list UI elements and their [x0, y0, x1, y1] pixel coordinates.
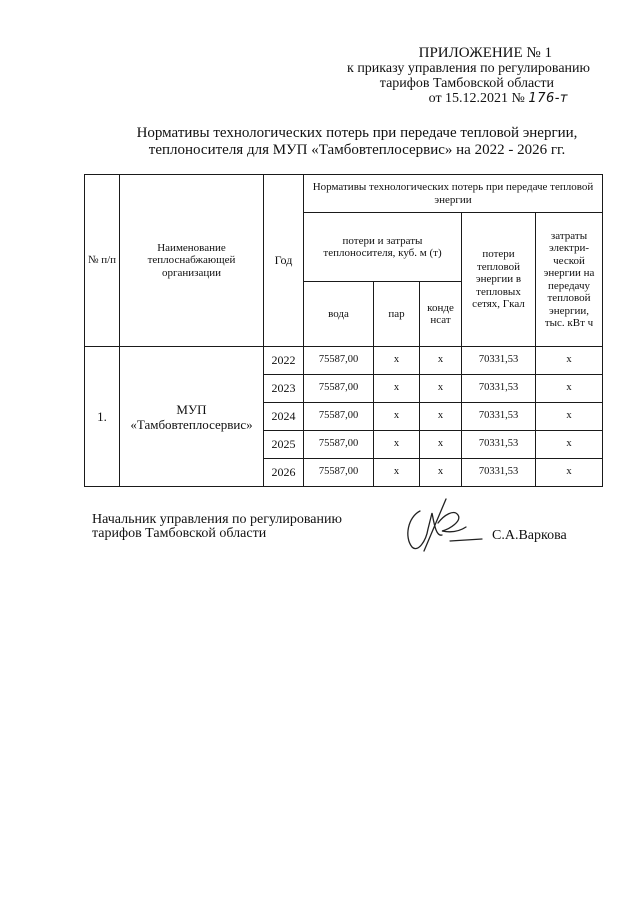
cell-steam: х [374, 459, 420, 487]
header-steam: пар [374, 282, 420, 347]
cell-year: 2026 [264, 459, 304, 487]
cell-electricity: х [536, 347, 603, 375]
cell-electricity: х [536, 459, 603, 487]
cell-year: 2022 [264, 347, 304, 375]
signatory-position-line-1: Начальник управления по регулированию [92, 512, 342, 527]
cell-heat: 70331,53 [462, 347, 536, 375]
document-title [110, 125, 604, 159]
cell-water: 75587,00 [304, 347, 374, 375]
cell-water: 75587,00 [304, 459, 374, 487]
header-year: Год [264, 175, 304, 347]
org-name-line-1: МУП [176, 401, 207, 417]
cell-steam: х [374, 403, 420, 431]
cell-steam: х [374, 431, 420, 459]
cell-electricity: х [536, 403, 603, 431]
cell-electricity: х [536, 375, 603, 403]
header-condensate: конде нсат [420, 282, 462, 347]
header-heat-losses: потери тепловой энергии в тепловых сетях, Гкал [462, 213, 536, 347]
cell-steam: х [374, 347, 420, 375]
header-num: № п/п [85, 175, 120, 347]
appendix-title: ПРИЛОЖЕНИЕ № 1 [418, 45, 552, 61]
norms-table [84, 174, 603, 487]
appendix-date-line [300, 91, 590, 106]
cell-condensate: х [420, 459, 462, 487]
org-name-line-2: «Тамбовтеплосервис» [130, 416, 253, 432]
row-number: 1. [85, 347, 120, 487]
appendix-authority: тарифов Тамбовской области [379, 76, 554, 91]
cell-heat: 70331,53 [462, 375, 536, 403]
table-row [85, 347, 603, 375]
cell-heat: 70331,53 [462, 459, 536, 487]
header-group: Нормативы технологических потерь при передаче тепловой энергии [304, 175, 603, 213]
cell-condensate: х [420, 347, 462, 375]
handwritten-order-number: 176-т [528, 91, 568, 106]
header-electricity: затраты электри-ческой энергии на передачу тепловой энергии, тыс. кВт ч [536, 213, 603, 347]
signatory-name: С.А.Варкова [492, 528, 567, 543]
handwritten-signature-icon [398, 493, 488, 553]
cell-electricity: х [536, 431, 603, 459]
cell-year: 2025 [264, 431, 304, 459]
cell-year: 2024 [264, 403, 304, 431]
cell-water: 75587,00 [304, 375, 374, 403]
cell-water: 75587,00 [304, 403, 374, 431]
cell-heat: 70331,53 [462, 403, 536, 431]
appendix-order-reference: к приказу управления по регулированию [347, 61, 590, 76]
cell-condensate: х [420, 431, 462, 459]
document-title-line-1: Нормативы технологических потерь при передаче тепловой энергии, [136, 125, 578, 141]
document-title-line-2: теплоносителя для МУП «Тамбовтеплосервис» на 2022 - 2026 гг. [148, 142, 566, 158]
appendix-header [300, 46, 590, 106]
header-org: Наименование теплоснабжающей организации [120, 175, 264, 347]
header-coolant-losses: потери и затраты теплоносителя, куб. м (т) [304, 213, 462, 282]
cell-condensate: х [420, 375, 462, 403]
cell-year: 2023 [264, 375, 304, 403]
cell-condensate: х [420, 403, 462, 431]
cell-water: 75587,00 [304, 431, 374, 459]
appendix-date: от 15.12.2021 № [428, 91, 529, 106]
signatory-position-line-2: тарифов Тамбовской области [92, 526, 267, 541]
org-name [120, 347, 264, 487]
cell-heat: 70331,53 [462, 431, 536, 459]
signatory-position [92, 513, 342, 541]
cell-steam: х [374, 375, 420, 403]
header-water: вода [304, 282, 374, 347]
